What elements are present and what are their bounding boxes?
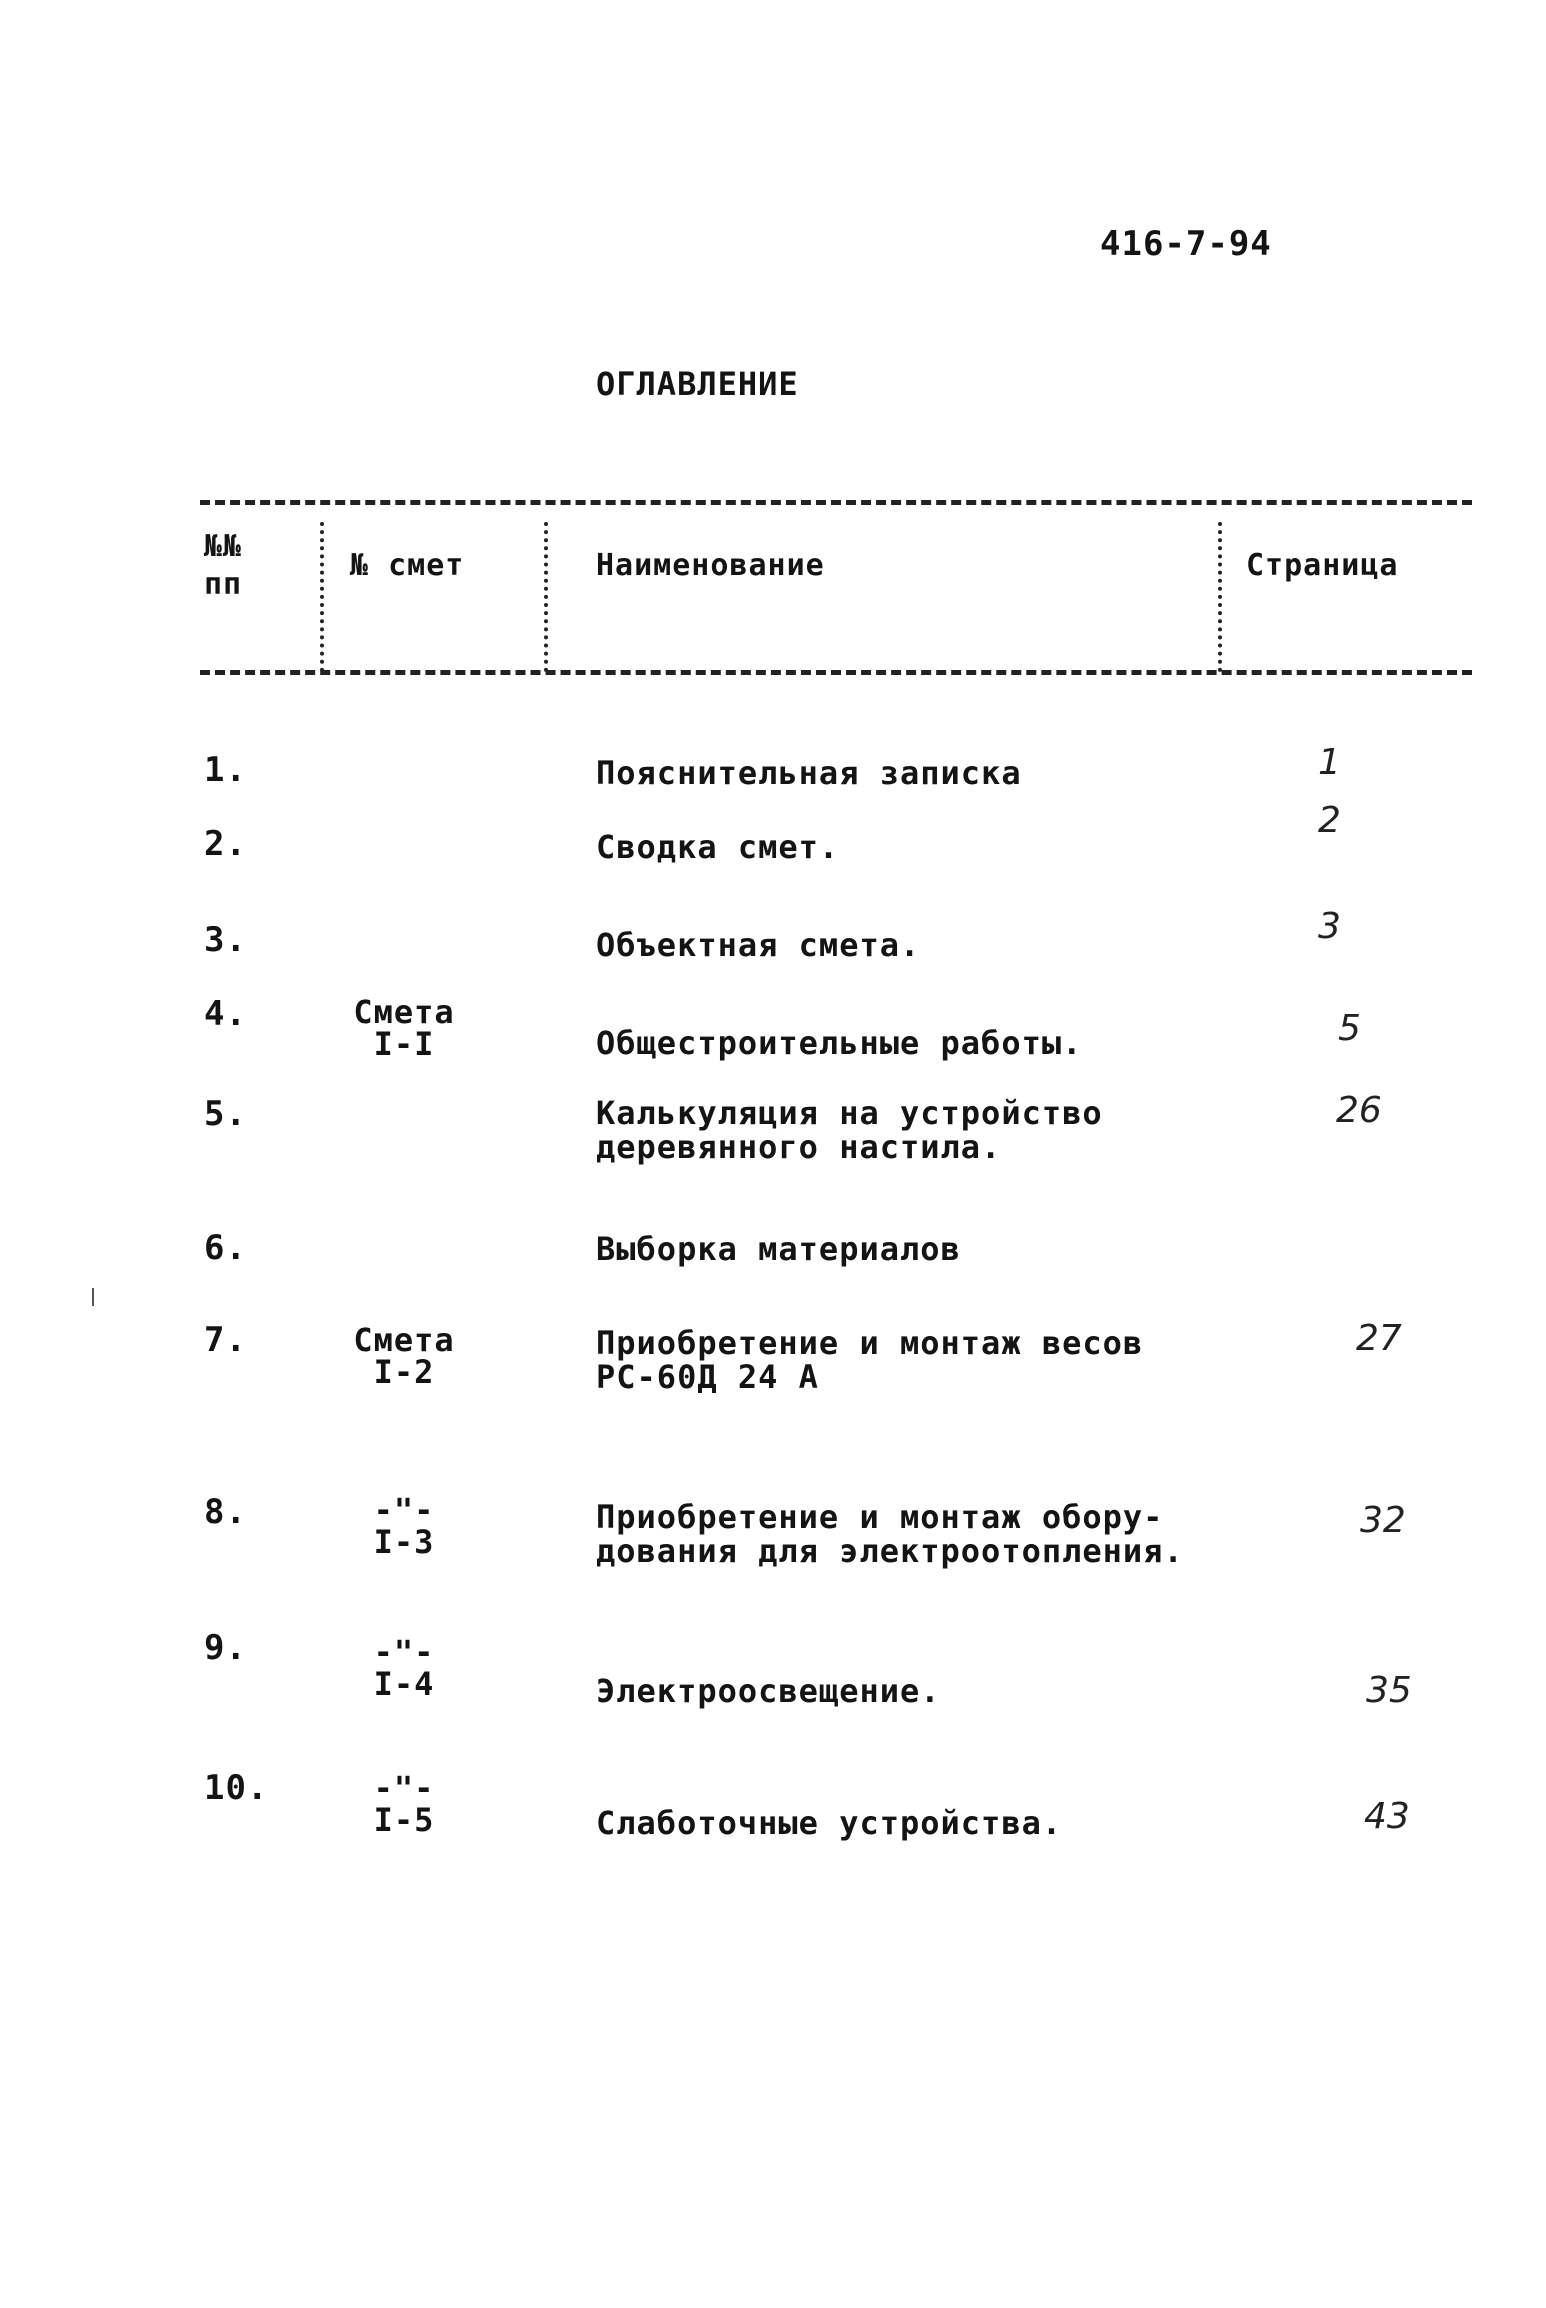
row-name: Приобретение и монтаж обору- дования для электроотопления.	[596, 1498, 1184, 1570]
column-separator	[544, 522, 548, 672]
header-estimate-number: № смет	[350, 548, 465, 583]
row-number: 10.	[204, 1768, 269, 1808]
column-separator	[1218, 522, 1222, 672]
row-name: Объектная смета.	[596, 926, 921, 964]
row-name: Электроосвещение.	[596, 1672, 941, 1710]
column-separator	[320, 522, 324, 672]
row-name: Калькуляция на устройство деревянного настила.	[596, 1094, 1103, 1166]
table-top-rule	[200, 500, 1472, 505]
row-page: 43	[1364, 1796, 1410, 1837]
row-page: 3	[1318, 906, 1341, 947]
row-page: 1	[1318, 742, 1341, 783]
row-estimate-code: -"- I-5	[373, 1769, 435, 1839]
row-page: 27	[1356, 1318, 1402, 1359]
row-name: Общестроительные работы.	[596, 1024, 1083, 1062]
row-estimate-code: Смета I-2	[353, 1321, 455, 1391]
row-number: 7.	[204, 1320, 247, 1360]
row-name: Приобретение и монтаж весов РС-60Д 24 А	[596, 1324, 1144, 1396]
row-name: Слаботочные устройства.	[596, 1804, 1063, 1842]
row-number: 6.	[204, 1228, 247, 1268]
row-number: 1.	[204, 750, 247, 790]
document-code: 416-7-94	[1100, 224, 1272, 264]
row-estimate-code: -"- I-3	[373, 1491, 435, 1561]
table-header-rule	[200, 670, 1472, 675]
row-name: Пояснительная записка	[596, 754, 1022, 792]
header-name: Наименование	[596, 548, 825, 583]
row-number: 3.	[204, 920, 247, 960]
row-page: 2	[1318, 800, 1341, 841]
header-number: №№ пп	[204, 529, 243, 602]
toc-title: ОГЛАВЛЕНИЕ	[596, 365, 799, 403]
row-page: 32	[1360, 1500, 1406, 1541]
row-page: 35	[1366, 1670, 1412, 1711]
scan-mark	[92, 1288, 94, 1306]
row-page: 26	[1336, 1090, 1382, 1131]
row-estimate-code: -"- I-4	[373, 1633, 435, 1703]
row-page: 5	[1338, 1008, 1361, 1049]
row-estimate-code: Смета I-I	[353, 993, 455, 1063]
row-number: 4.	[204, 994, 247, 1034]
header-page: Страница	[1246, 548, 1399, 583]
row-name: Выборка материалов	[596, 1230, 961, 1268]
row-number: 9.	[204, 1628, 247, 1668]
row-number: 8.	[204, 1492, 247, 1532]
row-name: Сводка смет.	[596, 828, 840, 866]
row-number: 5.	[204, 1094, 247, 1134]
row-number: 2.	[204, 824, 247, 864]
